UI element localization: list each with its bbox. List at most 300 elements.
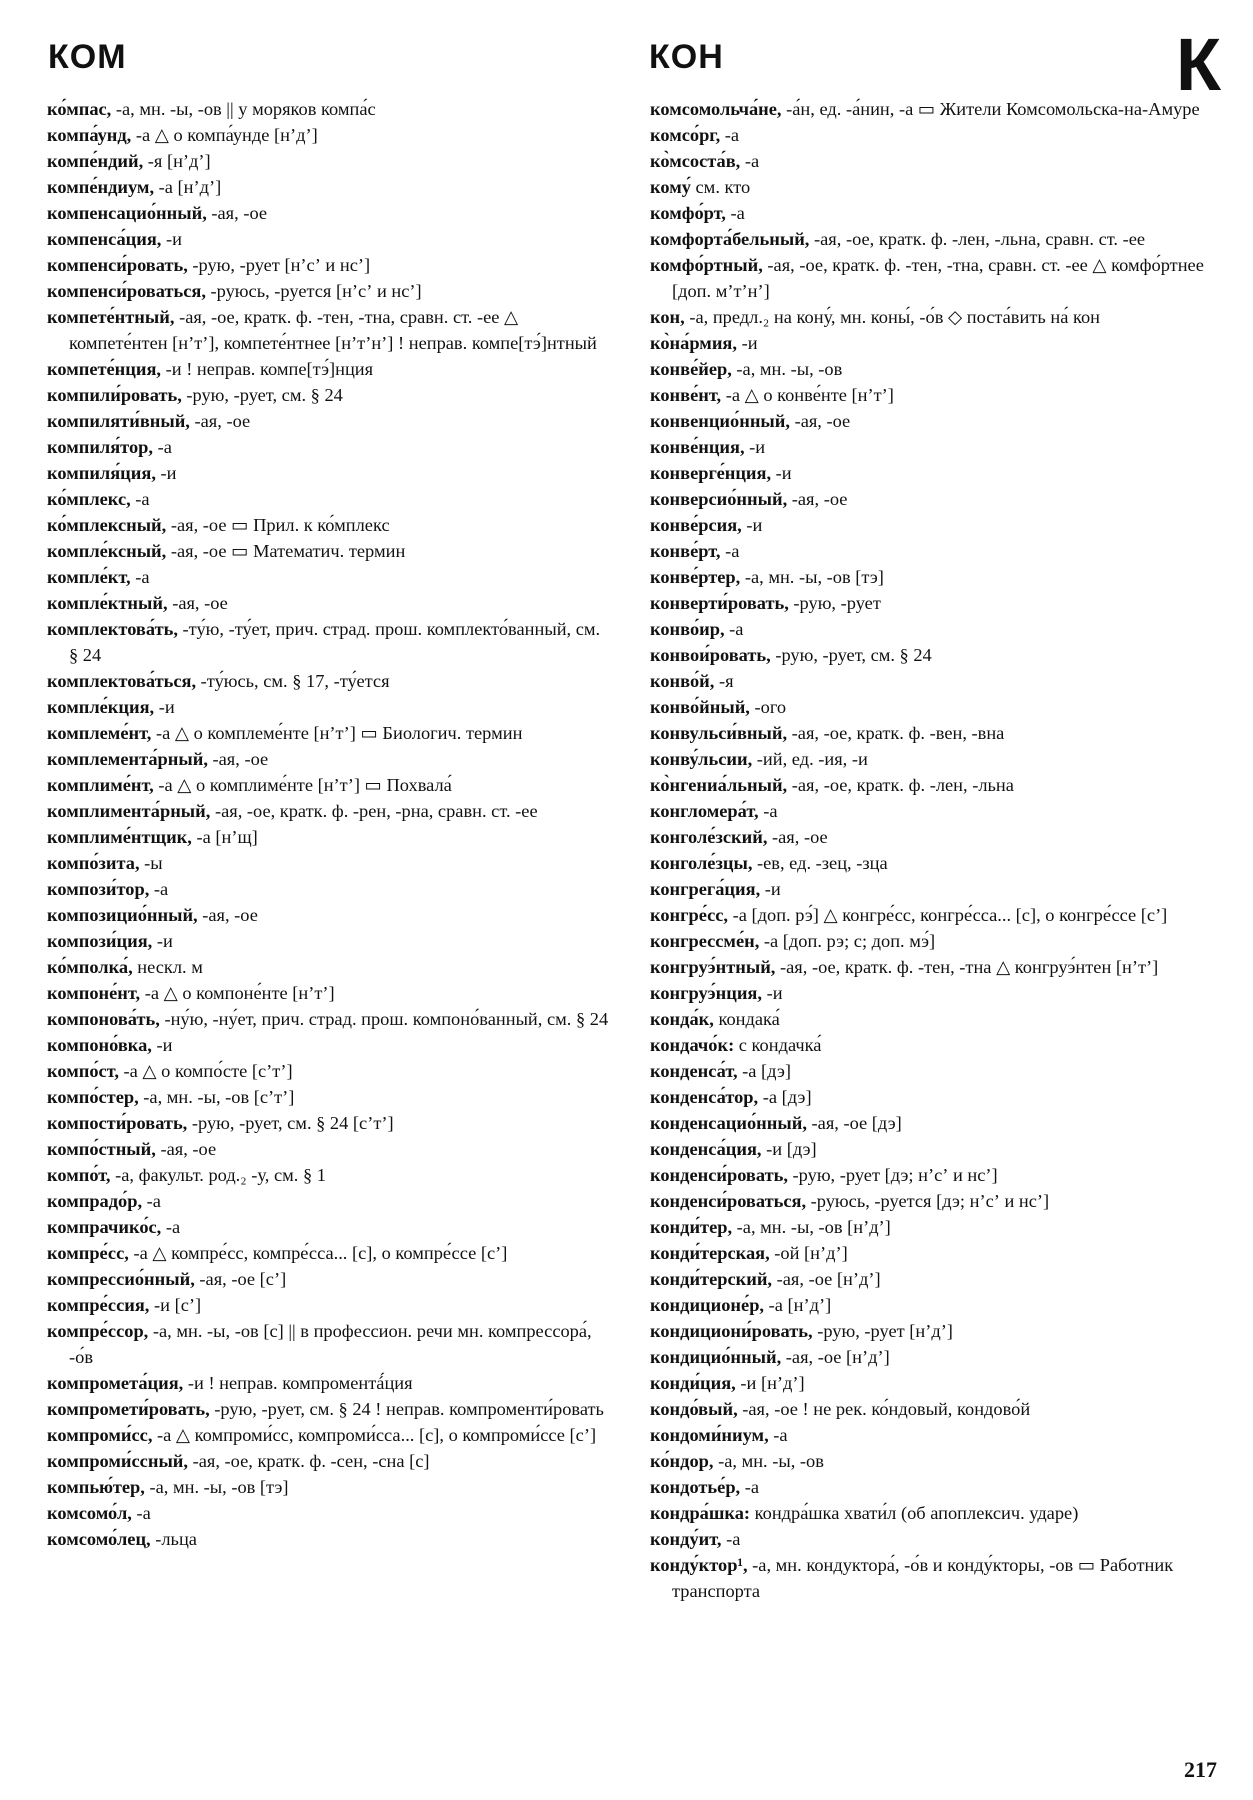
dictionary-entry	[650, 382, 1220, 408]
dictionary-entry	[47, 382, 610, 408]
dictionary-entry	[47, 434, 610, 460]
entry-definition: -а	[153, 437, 172, 457]
dictionary-entry	[650, 434, 1220, 460]
entry-headword: комфо́рт,	[650, 203, 726, 223]
dictionary-entry	[47, 616, 610, 668]
dictionary-entry	[650, 850, 1220, 876]
entry-definition: -и	[741, 515, 763, 535]
dictionary-entry	[47, 122, 610, 148]
entry-definition: -а, мн. -ы, -ов	[731, 359, 843, 379]
dictionary-entry	[47, 1396, 610, 1422]
dictionary-entry	[650, 616, 1220, 642]
entry-headword: компози́тор,	[47, 879, 150, 899]
entry-headword: компете́нция,	[47, 359, 162, 379]
dictionary-entry	[47, 278, 610, 304]
dictionary-entry	[650, 954, 1220, 980]
dictionary-entry	[47, 460, 610, 486]
entry-definition: -ая, -ое	[189, 411, 251, 431]
dictionary-entry	[47, 1058, 610, 1084]
dictionary-entry	[650, 1162, 1220, 1188]
entry-headword: конве́йер,	[650, 359, 732, 379]
dictionary-entry	[650, 1448, 1220, 1474]
entry-headword: конденса́т,	[650, 1061, 738, 1081]
entry-definition: -а, мн. -ы, -ов || у моряков компа́с	[111, 99, 376, 119]
entry-definition: -и	[151, 1035, 173, 1055]
entry-definition: -и [нʼдʼ]	[735, 1373, 805, 1393]
entry-headword: композицио́нный,	[47, 905, 198, 925]
entry-definition: -а́н, ед. -а́нин, -а ▭ Жители Комсомольска-на-Амуре	[781, 99, 1200, 119]
entry-definition: -а, мн. -ы, -ов [с] || в профессион. речи мн. компрессора́, -о́в	[69, 1321, 592, 1367]
entry-headword: компре́ссия,	[47, 1295, 150, 1315]
entry-headword: компре́сс,	[47, 1243, 129, 1263]
entry-headword: ко́ндор,	[650, 1451, 714, 1471]
entry-definition: -а	[725, 203, 745, 223]
entry-definition: -ая, -ое	[206, 203, 268, 223]
entry-definition: -а	[720, 125, 740, 145]
entry-definition: -и	[736, 333, 758, 353]
dictionary-entry	[47, 564, 610, 590]
entry-headword: ко̀на́рмия,	[650, 333, 737, 353]
entry-headword: компрачико́с,	[47, 1217, 162, 1237]
entry-definition: -руюсь, -руется [нʼсʼ и нсʼ]	[205, 281, 422, 301]
entry-headword: комплектова́ть,	[47, 619, 178, 639]
dictionary-entry	[47, 538, 610, 564]
entry-headword: компрессио́нный,	[47, 1269, 195, 1289]
dictionary-entry	[47, 1474, 610, 1500]
entry-headword: компе́ндиум,	[47, 177, 155, 197]
dictionary-entry	[650, 174, 1220, 200]
dictionary-entry	[650, 96, 1220, 122]
dictionary-entry	[47, 1162, 610, 1188]
dictionary-entry	[650, 1032, 1220, 1058]
entry-headword: конвои́ровать,	[650, 645, 771, 665]
entry-definition: -ая, -ое, кратк. ф. -сен, -сна [с]	[188, 1451, 430, 1471]
entry-headword: комфорта́бельный,	[650, 229, 810, 249]
dictionary-entry	[650, 1344, 1220, 1370]
entry-headword: комплектова́ться,	[47, 671, 197, 691]
dictionary-entry	[47, 1266, 610, 1292]
entry-definition: -и [сʼ]	[149, 1295, 202, 1315]
entry-definition: -и	[761, 983, 783, 1003]
entry-definition: -а	[740, 151, 760, 171]
entry-headword: комсомо́лец,	[47, 1529, 151, 1549]
right-column	[650, 96, 1220, 1604]
entry-headword: конверти́ровать,	[650, 593, 789, 613]
dictionary-entry	[47, 1006, 610, 1032]
entry-definition: -а, мн. -ы, -ов	[713, 1451, 824, 1471]
dictionary-entry	[47, 1500, 610, 1526]
entry-definition: -ая, -ое, кратк. ф. -тен, -тна, сравн. ст. -ее △ комфо́ртнее [доп. мʼтʼнʼ]	[672, 255, 1204, 301]
entry-definition: -ая, -ое, кратк. ф. -тен, -тна △ конгруэ́нтен [нʼтʼ]	[775, 957, 1159, 977]
entry-definition: -и	[152, 931, 173, 951]
entry-definition: нескл. м	[132, 957, 203, 977]
dictionary-entry	[47, 148, 610, 174]
entry-definition: -а [доп. рэ́] △ конгре́сс, конгре́сса... [с], о конгре́ссе [сʼ]	[728, 905, 1168, 925]
dictionary-entry	[47, 876, 610, 902]
entry-definition: см. кто	[690, 177, 751, 197]
entry-definition: -и	[771, 463, 792, 483]
entry-definition: -ая, -ое ! не рек. ко́ндовый, кондово́й	[737, 1399, 1031, 1419]
entry-definition: -а, мн. -ы, -ов [сʼтʼ]	[138, 1087, 295, 1107]
entry-headword: комсо́рг,	[650, 125, 721, 145]
entry-definition: -я [нʼдʼ]	[143, 151, 211, 171]
entry-definition: -ая, -ое, кратк. ф. -тен, -тна, сравн. ст. -ее △ компете́нтен [нʼтʼ], компете́нтнее [нʼтʼнʼ] ! неправ. компе[тэ́]нтный	[69, 307, 597, 353]
entry-headword: конденси́ровать,	[650, 1165, 788, 1185]
dictionary-entry	[650, 304, 1220, 330]
dictionary-entry	[47, 928, 610, 954]
entry-headword: компрадо́р,	[47, 1191, 143, 1211]
entry-headword: конди́тер,	[650, 1217, 733, 1237]
dictionary-entry	[47, 1318, 610, 1370]
entry-definition: -а	[721, 1529, 741, 1549]
entry-definition: -ая, -ое ▭ Математич. термин	[166, 541, 406, 561]
entry-headword: комплеме́нт,	[47, 723, 152, 743]
entry-headword: кондиционе́р,	[650, 1295, 765, 1315]
dictionary-entry	[47, 174, 610, 200]
entry-definition: -ая, -ое [сʼ]	[194, 1269, 287, 1289]
dictionary-entry	[650, 642, 1220, 668]
entry-headword: кому́	[650, 177, 691, 197]
entry-headword: кон,	[650, 307, 685, 327]
entry-definition: -и ! неправ. компе[тэ́]нция	[161, 359, 374, 379]
dictionary-entry	[47, 1370, 610, 1396]
entry-headword: конве́нция,	[650, 437, 745, 457]
entry-headword: комплиме́нт,	[47, 775, 154, 795]
entry-headword: конве́нт,	[650, 385, 722, 405]
entry-headword: компенси́ровать,	[47, 255, 188, 275]
entry-definition: кондака́	[713, 1009, 780, 1029]
entry-headword: кондоми́ниум,	[650, 1425, 769, 1445]
dictionary-entry	[650, 1318, 1220, 1344]
entry-headword: конду́ит,	[650, 1529, 722, 1549]
dictionary-entry	[650, 330, 1220, 356]
dictionary-entry	[650, 798, 1220, 824]
dictionary-entry	[650, 590, 1220, 616]
entry-headword: комплимента́рный,	[47, 801, 211, 821]
entry-definition: -ая, -ое, кратк. ф. -рен, -рна, сравн. ст. -ее	[210, 801, 538, 821]
dictionary-entry	[47, 1448, 610, 1474]
dictionary-entry	[650, 226, 1220, 252]
entry-headword: комсомольча́не,	[650, 99, 782, 119]
dictionary-entry	[650, 1526, 1220, 1552]
dictionary-entry	[47, 1084, 610, 1110]
dictionary-entry	[650, 1110, 1220, 1136]
dictionary-entry	[650, 1214, 1220, 1240]
entry-definition: -а, мн. -ы, -ов [тэ]	[740, 567, 884, 587]
left-guide-word: КОМ	[48, 38, 127, 76]
dictionary-entry	[650, 356, 1220, 382]
dictionary-entry	[650, 694, 1220, 720]
entry-definition: -рую, -рует [нʼсʼ и нсʼ]	[187, 255, 371, 275]
dictionary-entry	[47, 408, 610, 434]
dictionary-entry	[650, 824, 1220, 850]
dictionary-entry	[47, 252, 610, 278]
dictionary-entry	[47, 668, 610, 694]
dictionary-entry	[650, 1396, 1220, 1422]
entry-headword: компости́ровать,	[47, 1113, 188, 1133]
entry-headword: компете́нтный,	[47, 307, 175, 327]
entry-headword: конгре́сс,	[650, 905, 729, 925]
entry-definition: -а △ о компа́унде [нʼдʼ]	[131, 125, 318, 145]
dictionary-entry	[47, 200, 610, 226]
entry-definition: -а [нʼдʼ]	[764, 1295, 832, 1315]
entry-headword: компози́ция,	[47, 931, 153, 951]
entry-headword: комсомо́л,	[47, 1503, 132, 1523]
entry-headword: конвенцио́нный,	[650, 411, 790, 431]
entry-headword: конгруэ́нция,	[650, 983, 762, 1003]
entry-definition: -льца	[150, 1529, 197, 1549]
entry-definition: -ая, -ое	[789, 411, 851, 431]
entry-definition: -а	[161, 1217, 181, 1237]
dictionary-entry	[47, 304, 610, 356]
dictionary-entry	[650, 1240, 1220, 1266]
entry-headword: конди́терская,	[650, 1243, 770, 1263]
dictionary-entry	[650, 1500, 1220, 1526]
entry-definition: -ев, ед. -зец, -зца	[752, 853, 888, 873]
entry-definition: -рую, -рует [нʼдʼ]	[812, 1321, 953, 1341]
entry-definition: -а △ компре́сс, компре́сса... [с], о компре́ссе [сʼ]	[128, 1243, 508, 1263]
entry-headword: компре́ссор,	[47, 1321, 149, 1341]
entry-headword: компо́т,	[47, 1165, 111, 1185]
entry-headword: компенси́роваться,	[47, 281, 206, 301]
entry-definition: -и	[161, 229, 182, 249]
dictionary-entry	[47, 1136, 610, 1162]
entry-headword: конденса́ция,	[650, 1139, 762, 1159]
entry-headword: конве́ртер,	[650, 567, 741, 587]
entry-definition: -а, предл.₂ на кону́, мн. коны́, -о́в ◇ поста́вить на́ кон	[684, 307, 1100, 327]
dictionary-entry	[47, 1292, 610, 1318]
dictionary-entry	[47, 1032, 610, 1058]
entry-definition: -ту́юсь, см. § 17, -ту́ется	[196, 671, 390, 691]
entry-definition: -а	[130, 489, 150, 509]
dictionary-entry	[47, 356, 610, 382]
entry-headword: конденси́роваться,	[650, 1191, 807, 1211]
dictionary-entry	[650, 512, 1220, 538]
entry-definition: -а △ о компоне́нте [нʼтʼ]	[140, 983, 335, 1003]
dictionary-entry	[650, 1084, 1220, 1110]
entry-definition: -а, мн. -ы, -ов [нʼдʼ]	[732, 1217, 891, 1237]
entry-headword: компоно́вка,	[47, 1035, 152, 1055]
dictionary-entry	[650, 1474, 1220, 1500]
entry-definition: -рую, -рует	[788, 593, 881, 613]
entry-headword: компроми́сс,	[47, 1425, 153, 1445]
entry-definition: с кондачка́	[734, 1035, 822, 1055]
entry-headword: конденса́тор,	[650, 1087, 759, 1107]
dictionary-entry	[650, 1422, 1220, 1448]
entry-definition: -ая, -ое, кратк. ф. -лен, -льна	[787, 775, 1014, 795]
entry-definition: -а	[724, 619, 744, 639]
section-letter: К	[1175, 23, 1221, 106]
dictionary-entry	[650, 1058, 1220, 1084]
dictionary-entry	[650, 1370, 1220, 1396]
dictionary-entry	[47, 1240, 610, 1266]
entry-definition: -а	[720, 541, 740, 561]
dictionary-entry	[47, 720, 610, 746]
entry-headword: компо́зита,	[47, 853, 140, 873]
entry-definition: -ая, -ое [нʼдʼ]	[772, 1269, 881, 1289]
dictionary-entry	[650, 460, 1220, 486]
entry-headword: конгломера́т,	[650, 801, 759, 821]
entry-headword: конверсио́нный,	[650, 489, 788, 509]
entry-headword: компенсацио́нный,	[47, 203, 207, 223]
entry-definition: -а, мн. кондуктора́, -о́в и конду́кторы, -ов ▭ Работник транспорта	[672, 1555, 1174, 1601]
entry-headword: конди́терский,	[650, 1269, 773, 1289]
entry-definition: -а	[130, 567, 150, 587]
entry-definition: -и [дэ]	[761, 1139, 817, 1159]
entry-headword: конво́йный,	[650, 697, 750, 717]
dictionary-entry	[47, 694, 610, 720]
dictionary-entry	[47, 746, 610, 772]
entry-headword: конду́ктор¹,	[650, 1555, 748, 1575]
entry-headword: конво́ир,	[650, 619, 725, 639]
entry-definition: -а [доп. рэ; с; доп. мэ́]	[759, 931, 936, 951]
dictionary-entry	[650, 564, 1220, 590]
dictionary-entry	[47, 486, 610, 512]
entry-definition: -ая, -ое, кратк. ф. -лен, -льна, сравн. ст. -ее	[809, 229, 1146, 249]
entry-headword: конву́льсии,	[650, 749, 753, 769]
entry-definition: -а △ о конве́нте [нʼтʼ]	[721, 385, 894, 405]
dictionary-entry	[650, 902, 1220, 928]
entry-headword: конгрега́ция,	[650, 879, 761, 899]
dictionary-entry	[650, 148, 1220, 174]
entry-headword: компонова́ть,	[47, 1009, 160, 1029]
entry-definition: -а △ о комплеме́нте [нʼтʼ] ▭ Биологич. термин	[151, 723, 523, 743]
entry-headword: конголе́зцы,	[650, 853, 753, 873]
entry-definition: -и ! неправ. компроментá́ция	[183, 1373, 413, 1393]
entry-definition: -ая, -ое ▭ Прил. к ко́мплекс	[166, 515, 390, 535]
dictionary-entry	[650, 720, 1220, 746]
entry-headword: конда́к,	[650, 1009, 714, 1029]
dictionary-entry	[47, 1526, 610, 1552]
entry-headword: комплемента́рный,	[47, 749, 208, 769]
dictionary-entry	[47, 96, 610, 122]
entry-definition: -а [дэ]	[737, 1061, 792, 1081]
dictionary-entry	[47, 590, 610, 616]
entry-definition: -и	[155, 463, 177, 483]
entry-headword: ко́мплексный,	[47, 515, 167, 535]
entry-headword: компроми́ссный,	[47, 1451, 188, 1471]
left-column	[47, 96, 610, 1552]
entry-definition: -и	[154, 697, 175, 717]
entry-headword: конгрессме́н,	[650, 931, 760, 951]
entry-headword: компле́кт,	[47, 567, 131, 587]
page-number: 217	[1184, 1757, 1217, 1782]
entry-definition: -рую, -рует, см. § 24 [сʼтʼ]	[187, 1113, 394, 1133]
entry-definition: -а [нʼщ]	[191, 827, 258, 847]
dictionary-entry	[47, 954, 610, 980]
entry-headword: компиля́ция,	[47, 463, 156, 483]
entry-headword: конголе́зский,	[650, 827, 768, 847]
dictionary-entry	[47, 1422, 610, 1448]
entry-definition: -рую, -рует, см. § 24	[770, 645, 932, 665]
dictionary-entry	[650, 746, 1220, 772]
dictionary-entry	[47, 772, 610, 798]
entry-definition: -а [нʼдʼ]	[154, 177, 222, 197]
dictionary-entry	[650, 980, 1220, 1006]
entry-definition: -ы	[139, 853, 163, 873]
entry-definition: -ая, -ое, кратк. ф. -вен, -вна	[787, 723, 1005, 743]
entry-headword: ко́мполка́,	[47, 957, 133, 977]
entry-definition: -ту́ю, -ту́ет, прич. страд. прош. комплекто́ванный, см. § 24	[69, 619, 601, 665]
dictionary-entry	[47, 850, 610, 876]
entry-headword: компоне́нт,	[47, 983, 141, 1003]
entry-headword: компле́ктный,	[47, 593, 168, 613]
entry-headword: компо́ст,	[47, 1061, 119, 1081]
entry-definition: -а △ компроми́сс, компроми́сса... [с], о компроми́ссе [сʼ]	[152, 1425, 597, 1445]
entry-definition: -руюсь, -руется [дэ; нʼсʼ и нсʼ]	[806, 1191, 1050, 1211]
entry-definition: -ая, -ое	[167, 593, 228, 613]
entry-definition: -а	[131, 1503, 151, 1523]
entry-definition: -а △ о комплиме́нте [нʼтʼ] ▭ Похвала́	[153, 775, 452, 795]
entry-headword: комплиме́нтщик,	[47, 827, 192, 847]
dictionary-entry	[650, 252, 1220, 304]
entry-definition: -и	[744, 437, 766, 457]
dictionary-entry	[650, 772, 1220, 798]
entry-headword: ко́мплекс,	[47, 489, 131, 509]
dictionary-entry	[47, 980, 610, 1006]
entry-definition: -ая, -ое [дэ]	[806, 1113, 902, 1133]
entry-headword: конди́ция,	[650, 1373, 736, 1393]
entry-headword: конверге́нция,	[650, 463, 772, 483]
entry-headword: компа́унд,	[47, 125, 132, 145]
entry-definition: -ну́ю, -ну́ет, прич. страд. прош. компоно́ванный, см. § 24	[159, 1009, 609, 1029]
entry-headword: компе́ндий,	[47, 151, 144, 171]
dictionary-entry	[47, 1214, 610, 1240]
entry-definition: -а	[149, 879, 169, 899]
dictionary-entry	[47, 1110, 610, 1136]
entry-headword: ко̀мсоста́в,	[650, 151, 741, 171]
entry-definition: -я	[714, 671, 734, 691]
dictionary-entry	[650, 668, 1220, 694]
dictionary-entry	[650, 1006, 1220, 1032]
entry-definition: -а	[768, 1425, 788, 1445]
entry-definition: -ой [нʼдʼ]	[769, 1243, 848, 1263]
entry-definition: -ая, -ое [нʼдʼ]	[781, 1347, 890, 1367]
entry-definition: -рую, -рует, см. § 24	[181, 385, 343, 405]
dictionary-entry	[650, 122, 1220, 148]
dictionary-entry	[650, 1266, 1220, 1292]
entry-headword: конве́рсия,	[650, 515, 742, 535]
entry-definition: -а △ о компо́сте [сʼтʼ]	[118, 1061, 293, 1081]
dictionary-entry	[47, 824, 610, 850]
dictionary-entry	[47, 798, 610, 824]
entry-definition: -а, факульт. род.₂ -у, см. § 1	[110, 1165, 326, 1185]
entry-headword: компле́кция,	[47, 697, 155, 717]
entry-definition: кондра́шка хвати́л (об апоплексич. ударе)	[750, 1503, 1079, 1523]
dictionary-entry	[650, 1292, 1220, 1318]
entry-definition: -ого	[749, 697, 787, 717]
entry-definition: -ая, -ое	[155, 1139, 217, 1159]
right-guide-word: КОН	[649, 38, 724, 76]
entry-definition: -ая, -ое	[207, 749, 269, 769]
entry-headword: кондра́шка:	[650, 1503, 751, 1523]
dictionary-entry	[650, 1552, 1220, 1604]
entry-headword: конгруэ́нтный,	[650, 957, 776, 977]
entry-headword: компиляти́вный,	[47, 411, 190, 431]
dictionary-entry	[650, 486, 1220, 512]
entry-headword: компле́ксный,	[47, 541, 167, 561]
entry-definition: -а [дэ]	[758, 1087, 812, 1107]
entry-headword: конвульси́вный,	[650, 723, 788, 743]
dictionary-entry	[650, 1188, 1220, 1214]
entry-definition: -а, мн. -ы, -ов [тэ]	[144, 1477, 289, 1497]
dictionary-entry	[650, 408, 1220, 434]
entry-headword: кондициони́ровать,	[650, 1321, 813, 1341]
entry-headword: компили́ровать,	[47, 385, 182, 405]
dictionary-entry	[47, 1188, 610, 1214]
entry-definition: -и	[760, 879, 781, 899]
dictionary-entry	[650, 200, 1220, 226]
